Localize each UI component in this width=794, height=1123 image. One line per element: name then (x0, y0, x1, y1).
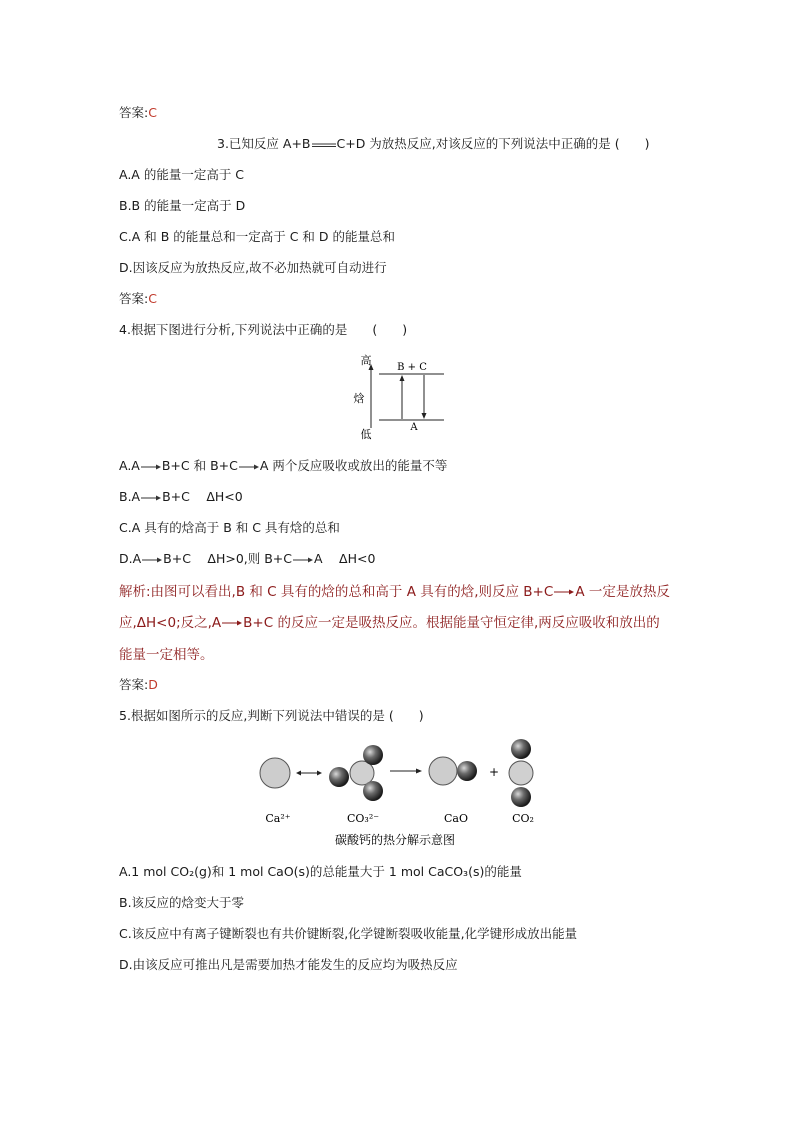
q4-option-b-part2: B+C ΔH<0 (162, 489, 243, 504)
q3-stem (217, 136, 650, 152)
reaction-arrow-icon (141, 494, 161, 502)
oxygen-atom (363, 781, 383, 801)
q4-explanation-line3: 能量一定相等。 (119, 647, 214, 663)
q4-explanation-line2 (119, 614, 660, 632)
arrow-right-icon (317, 771, 322, 776)
oxygen-atom (329, 767, 349, 787)
reaction-arrow-icon (142, 556, 162, 564)
calcium-atom (429, 757, 457, 785)
oxygen-atom (511, 787, 531, 807)
q4-option-b (119, 489, 243, 505)
label-carbonate: CO₃²⁻ (346, 812, 380, 825)
q4-option-c: C.A 具有的焓高于 B 和 C 具有焓的总和 (119, 520, 340, 535)
calcium-carbonate-decomposition-diagram (250, 734, 550, 852)
reaction-arrow-icon (416, 769, 422, 774)
label-carbon-dioxide: CO₂ (512, 812, 534, 825)
answer-label: 答案: (119, 105, 149, 120)
enthalpy-diagram-svg (352, 350, 452, 442)
q3-option-a: A.A 的能量一定高于 C (119, 167, 245, 182)
answer-value: C (148, 291, 157, 306)
arrow-up-icon (400, 375, 405, 381)
oxygen-atom (511, 739, 531, 759)
enthalpy-diagram (352, 350, 452, 442)
arrow-left-icon (296, 771, 301, 776)
label-calcium-oxide: CaO (444, 812, 468, 825)
q4-option-a-part2: B+C 和 B+C (161, 458, 238, 473)
answer-value: C (148, 105, 157, 120)
oxygen-atom (457, 761, 477, 781)
decomposition-svg (250, 734, 550, 852)
oxygen-atom (363, 745, 383, 765)
axis-high-label: 高 (360, 354, 372, 367)
q3-answer (119, 291, 157, 307)
answer-label: 答案: (119, 677, 149, 692)
answer-value: D (148, 677, 158, 692)
q3-stem-pre: 3.已知反应 A+B (217, 136, 311, 151)
q4-option-b-part1: B.A (119, 489, 141, 504)
q2-answer (119, 105, 157, 121)
reaction-arrow-icon (554, 588, 574, 596)
arrow-down-icon (422, 413, 427, 419)
calcium-ion (260, 758, 290, 788)
q3-option-c: C.A 和 B 的能量总和一定高于 C 和 D 的能量总和 (119, 229, 395, 244)
carbon-atom (509, 761, 533, 785)
q4-option-a-part1: A.A (119, 458, 140, 473)
explanation-text: 应,ΔH<0;反之,A (119, 615, 222, 631)
q5-option-c: C.该反应中有离子键断裂也有共价键断裂,化学键断裂吸收能量,化学键形成放出能量 (119, 926, 578, 941)
reaction-arrow-icon (141, 463, 161, 471)
answer-label: 答案: (119, 291, 149, 306)
axis-low-label: 低 (360, 428, 372, 441)
reaction-arrow-icon (293, 556, 313, 564)
q4-option-d-part3: A ΔH<0 (314, 551, 376, 566)
equals-arrow-icon (312, 141, 336, 149)
q3-option-b: B.B 的能量一定高于 D (119, 198, 246, 213)
q4-option-d-part2: B+C ΔH>0,则 B+C (163, 551, 293, 566)
q4-option-a (119, 458, 447, 474)
level-upper-label: B + C (397, 362, 427, 373)
diagram-caption: 碳酸钙的热分解示意图 (334, 833, 456, 847)
reaction-arrow-icon (222, 619, 242, 627)
q4-option-d-part1: D.A (119, 551, 142, 566)
q4-explanation-line1 (119, 583, 670, 601)
axis-enthalpy-label: 焓 (353, 392, 365, 405)
q5-option-a: A.1 mol CO₂(g)和 1 mol CaO(s)的总能量大于 1 mol CaCO₃(s)的能量 (119, 864, 522, 879)
explanation-text: B+C 的反应一定是吸热反应。根据能量守恒定律,两反应吸收和放出的 (243, 615, 660, 631)
q4-option-a-part3: A 两个反应吸收或放出的能量不等 (259, 458, 448, 473)
q5-option-d: D.由该反应可推出凡是需要加热才能发生的反应均为吸热反应 (119, 957, 458, 972)
q4-stem: 4.根据下图进行分析,下列说法中正确的是 ( ) (119, 322, 408, 337)
reaction-arrow-icon (239, 463, 259, 471)
q3-stem-post: C+D 为放热反应,对该反应的下列说法中正确的是 ( ) (336, 136, 650, 151)
q4-option-d (119, 551, 375, 567)
plus-sign: + (488, 765, 500, 779)
q5-option-b: B.该反应的焓变大于零 (119, 895, 245, 910)
label-calcium-ion: Ca²⁺ (265, 812, 291, 825)
level-lower-label: A (410, 422, 418, 433)
explanation-text: A 一定是放热反 (575, 584, 670, 600)
explanation-text: 解析:由图可以看出,B 和 C 具有的焓的总和高于 A 具有的焓,则反应 B+C (119, 584, 554, 600)
q3-option-d: D.因该反应为放热反应,故不必加热就可自动进行 (119, 260, 387, 275)
q4-answer (119, 677, 158, 693)
q5-stem: 5.根据如图所示的反应,判断下列说法中错误的是 ( ) (119, 708, 424, 723)
